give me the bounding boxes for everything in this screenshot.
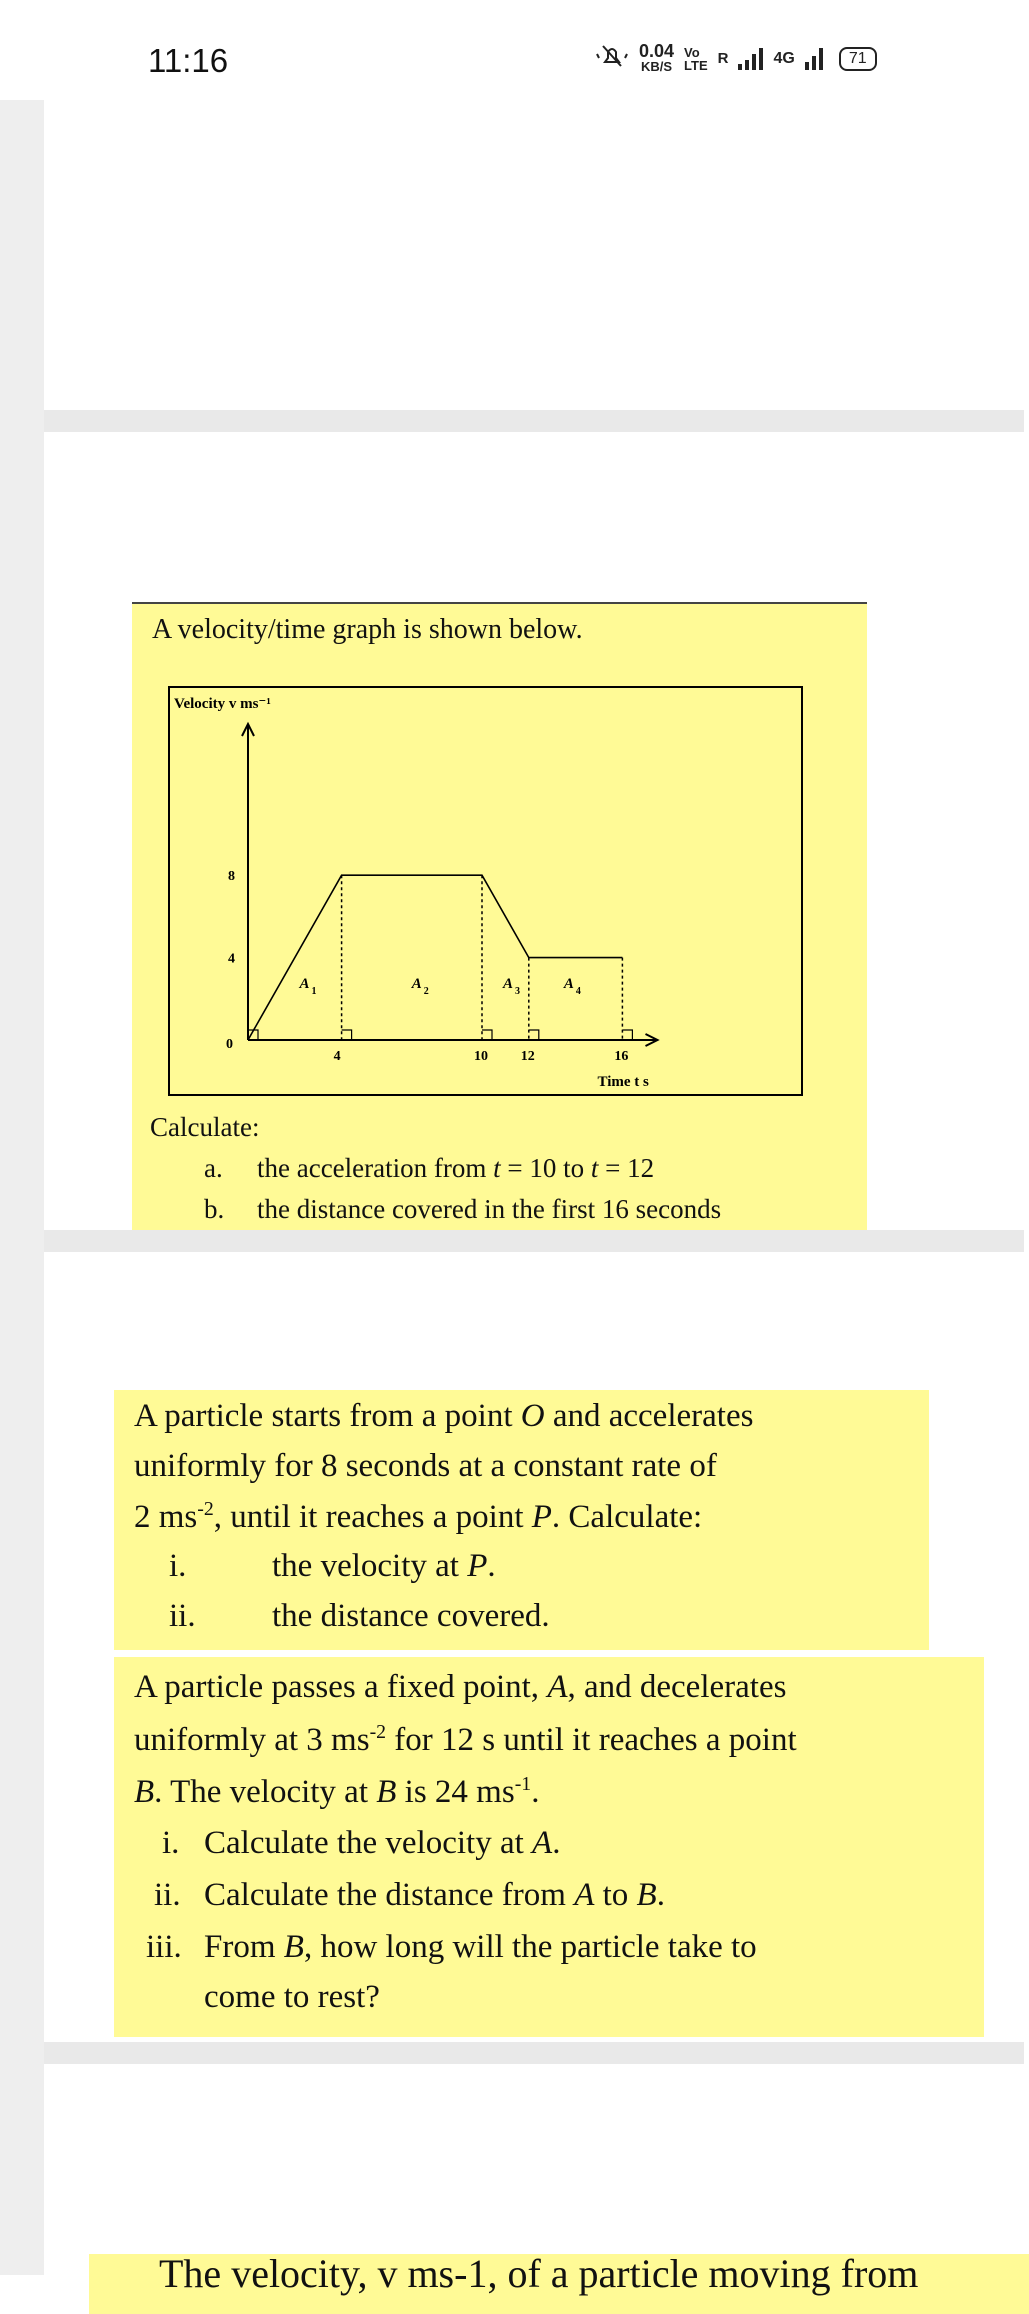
q3-item-iii-text: From B, how long will the particle take to: [204, 1929, 757, 1965]
area-label-A3: A: [503, 976, 514, 992]
q3-line-2: uniformly at 3 $ms^{-2}$ for 12 s until it reaches a point: [134, 1721, 797, 1758]
question-1-panel: [132, 602, 867, 1232]
right-angle-marker-12: [529, 1030, 539, 1040]
signal-strength-icon-2: [805, 48, 823, 70]
q3-item-ii-label: ii.: [154, 1877, 181, 1913]
divider: [44, 1230, 1024, 1252]
area-label-sub-3: 3: [515, 986, 521, 997]
q2-item-ii-text: the distance covered.: [272, 1598, 550, 1634]
question-card-particles: [44, 1252, 1024, 2042]
q2-item-i-text: the velocity at P.: [272, 1548, 496, 1584]
velocity-time-chart: [168, 686, 803, 1096]
question-4-partial-text: The velocity, v ms-1, of a particle moving from: [159, 2251, 919, 2296]
item-a-label: a.: [204, 1153, 223, 1183]
x-tick-label-10: 10: [474, 1049, 488, 1064]
area-label-sub-4: 4: [575, 986, 581, 997]
mute-bell-icon: [595, 42, 629, 75]
origin-label: 0: [226, 1037, 233, 1052]
next-question-card: [44, 2064, 1024, 2296]
battery-indicator: 71: [839, 47, 877, 71]
area-label-sub-1: 1: [311, 986, 317, 997]
right-angle-marker-4: [342, 1030, 352, 1040]
calculate-label: Calculate:: [150, 1112, 260, 1142]
question-card-graph: [44, 432, 1024, 1230]
q2-item-i-label: i.: [169, 1548, 187, 1584]
chart-svg: [170, 688, 801, 1094]
y-axis-label: Velocity v ms⁻¹: [174, 696, 271, 712]
roaming-indicator: R: [717, 50, 729, 67]
status-bar: [0, 0, 1024, 100]
x-axis-label: Time t s: [597, 1074, 649, 1090]
blank-post-card: [44, 100, 1024, 410]
divider: [44, 2042, 1024, 2064]
velocity-line: [248, 875, 622, 1040]
signal-strength-icon: [738, 48, 763, 70]
area-label-A2: A: [411, 976, 422, 992]
q3-item-i-text: Calculate the velocity at A.: [204, 1825, 561, 1861]
x-tick-label-12: 12: [520, 1049, 535, 1064]
q2-line-1: A particle starts from a point O and accelerates: [134, 1398, 754, 1434]
item-a-text: the acceleration from t = 10 to t = 12: [257, 1153, 655, 1183]
network-type: 4G: [773, 49, 795, 67]
status-time: 11:16: [148, 42, 229, 79]
area-label-A4: A: [563, 976, 574, 992]
question-1-intro: A velocity/time graph is shown below.: [152, 614, 583, 645]
y-tick-label-4: 4: [228, 951, 235, 967]
item-b-text: the distance covered in the first 16 seconds: [257, 1194, 722, 1224]
x-tick-label-16: 16: [614, 1049, 629, 1064]
volte-indicator: Vo LTE: [684, 44, 708, 73]
question-2-panel: [114, 1390, 929, 1650]
right-angle-marker-16: [622, 1030, 632, 1040]
q3-line-3: B. The velocity at B is 24 $ms^{-1}$.: [134, 1773, 540, 1810]
q3-item-i-label: i.: [162, 1825, 180, 1861]
net-speed: 0.04 KB/S: [639, 40, 675, 74]
q3-item-ii-text: Calculate the distance from A to B.: [204, 1877, 665, 1913]
area-label-sub-2: 2: [423, 986, 429, 997]
right-angle-marker-10: [482, 1030, 492, 1040]
q2-item-ii-label: ii.: [169, 1598, 196, 1634]
x-tick-label-4: 4: [333, 1049, 341, 1064]
left-gutter: [0, 100, 44, 2275]
q2-line-3: 2 $ms^{-2}$, until it reaches a point P. Calculate:: [134, 1498, 703, 1535]
q2-line-2: uniformly for 8 seconds at a constant rate of: [134, 1448, 717, 1484]
q3-line-1: A particle passes a fixed point, A, and decelerates: [134, 1669, 787, 1705]
question-4-panel: [89, 2251, 1029, 2314]
q3-item-iii-label: iii.: [146, 1929, 182, 1965]
y-tick-label-8: 8: [228, 869, 235, 885]
divider: [44, 410, 1024, 432]
question-3-panel: [114, 1657, 984, 2037]
area-label-A1: A: [299, 976, 310, 992]
status-icons: [595, 42, 877, 75]
item-b-label: b.: [204, 1194, 225, 1224]
q3-item-iii-cont: come to rest?: [204, 1979, 380, 2015]
